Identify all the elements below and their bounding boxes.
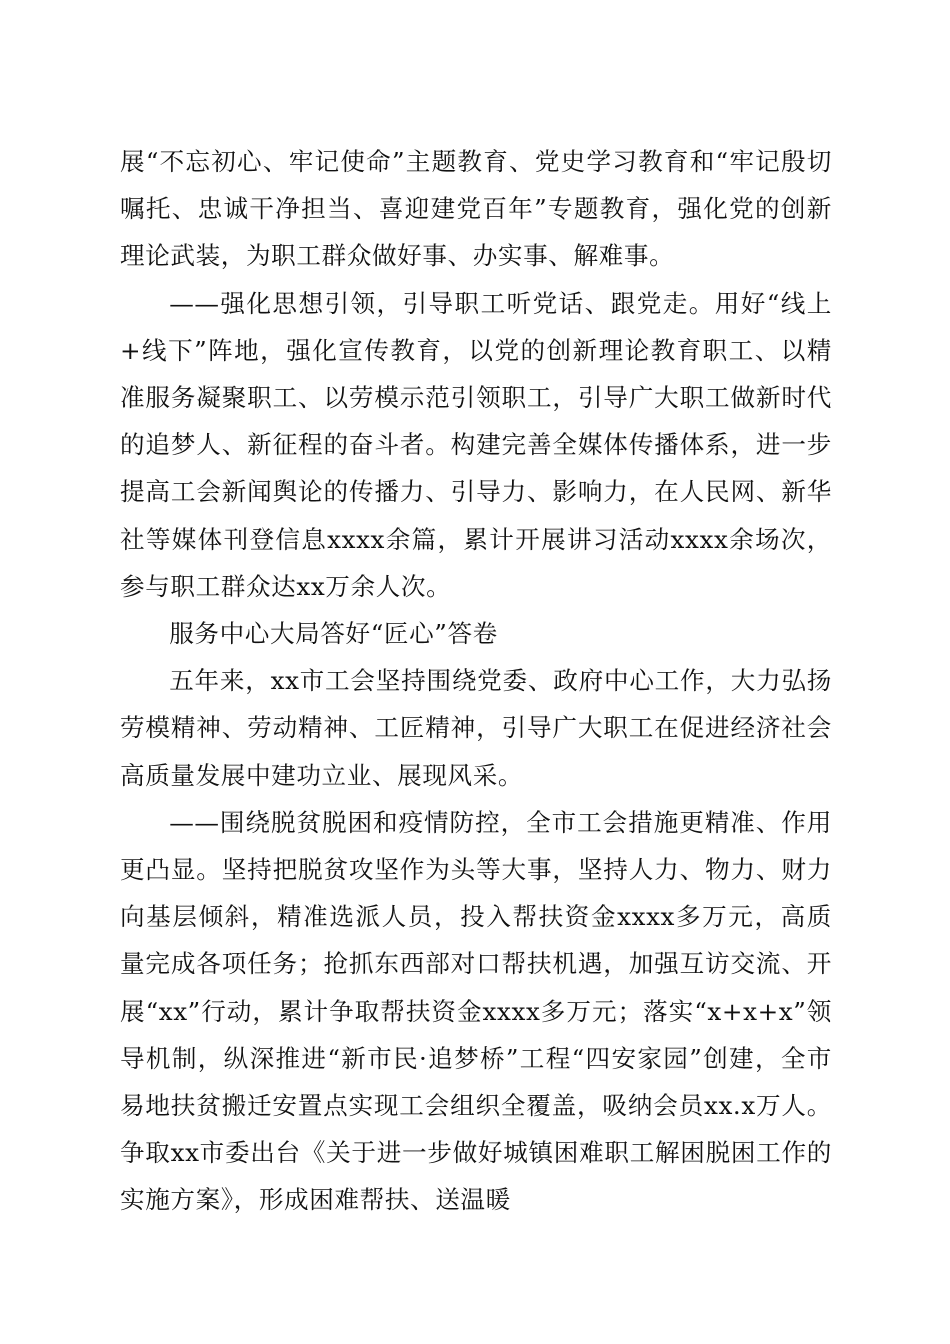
paragraph-continuation: 展“不忘初心、牢记使命”主题教育、党史学习教育和“牢记殷切嘱托、忠诚干净担当、喜迎建党百年”专题教育，强化党的创新理论武装，为职工群众做好事、办实事、解难事。 — [120, 147, 832, 271]
section-heading: 服务中心大局答好“匠心”答卷 — [169, 619, 498, 649]
paragraph-poverty-relief: ——围绕脱贫脱困和疫情防控，全市工会措施更精准、作用更凸显。坚持把脱贫攻坚作为头等大事，坚持人力、物力、财力向基层倾斜，精准选派人员，投入帮扶资金xxxx多万元，高质量完成各项任务；抢抓东西部对口帮扶机遇，加强互访交流、开展“xx”行动，累计争取帮扶资金xxxx多万元；落实“x+x+x”领导机制，纵深推进“新市民·追梦桥”工程“四安家园”创建，全市易地扶贫搬迁安置点实现工会组织全覆盖，吸纳会员xx.x万人。争取xx市委出台《关于进一步做好城镇困难职工解困脱困工作的实施方案》，形成困难帮扶、送温暖 — [120, 807, 832, 1215]
paragraph-ideological-guidance: ——强化思想引领，引导职工听党话、跟党走。用好“线上+线下”阵地，强化宣传教育，以党的创新理论教育职工、以精准服务凝聚职工、以劳模示范引领职工，引导广大职工做新时代的追梦人、新征程的奋斗者。构建完善全媒体传播体系，进一步提高工会新闻舆论的传播力、引导力、影响力，在人民网、新华社等媒体刊登信息xxxx余篇，累计开展讲习活动xxxx余场次，参与职工群众达xx万余人次。 — [120, 288, 832, 601]
document-body — [120, 138, 832, 1224]
paragraph-five-years: 五年来，xx市工会坚持围绕党委、政府中心工作，大力弘扬劳模精神、劳动精神、工匠精神，引导广大职工在促进经济社会高质量发展中建功立业、展现风采。 — [120, 666, 832, 790]
